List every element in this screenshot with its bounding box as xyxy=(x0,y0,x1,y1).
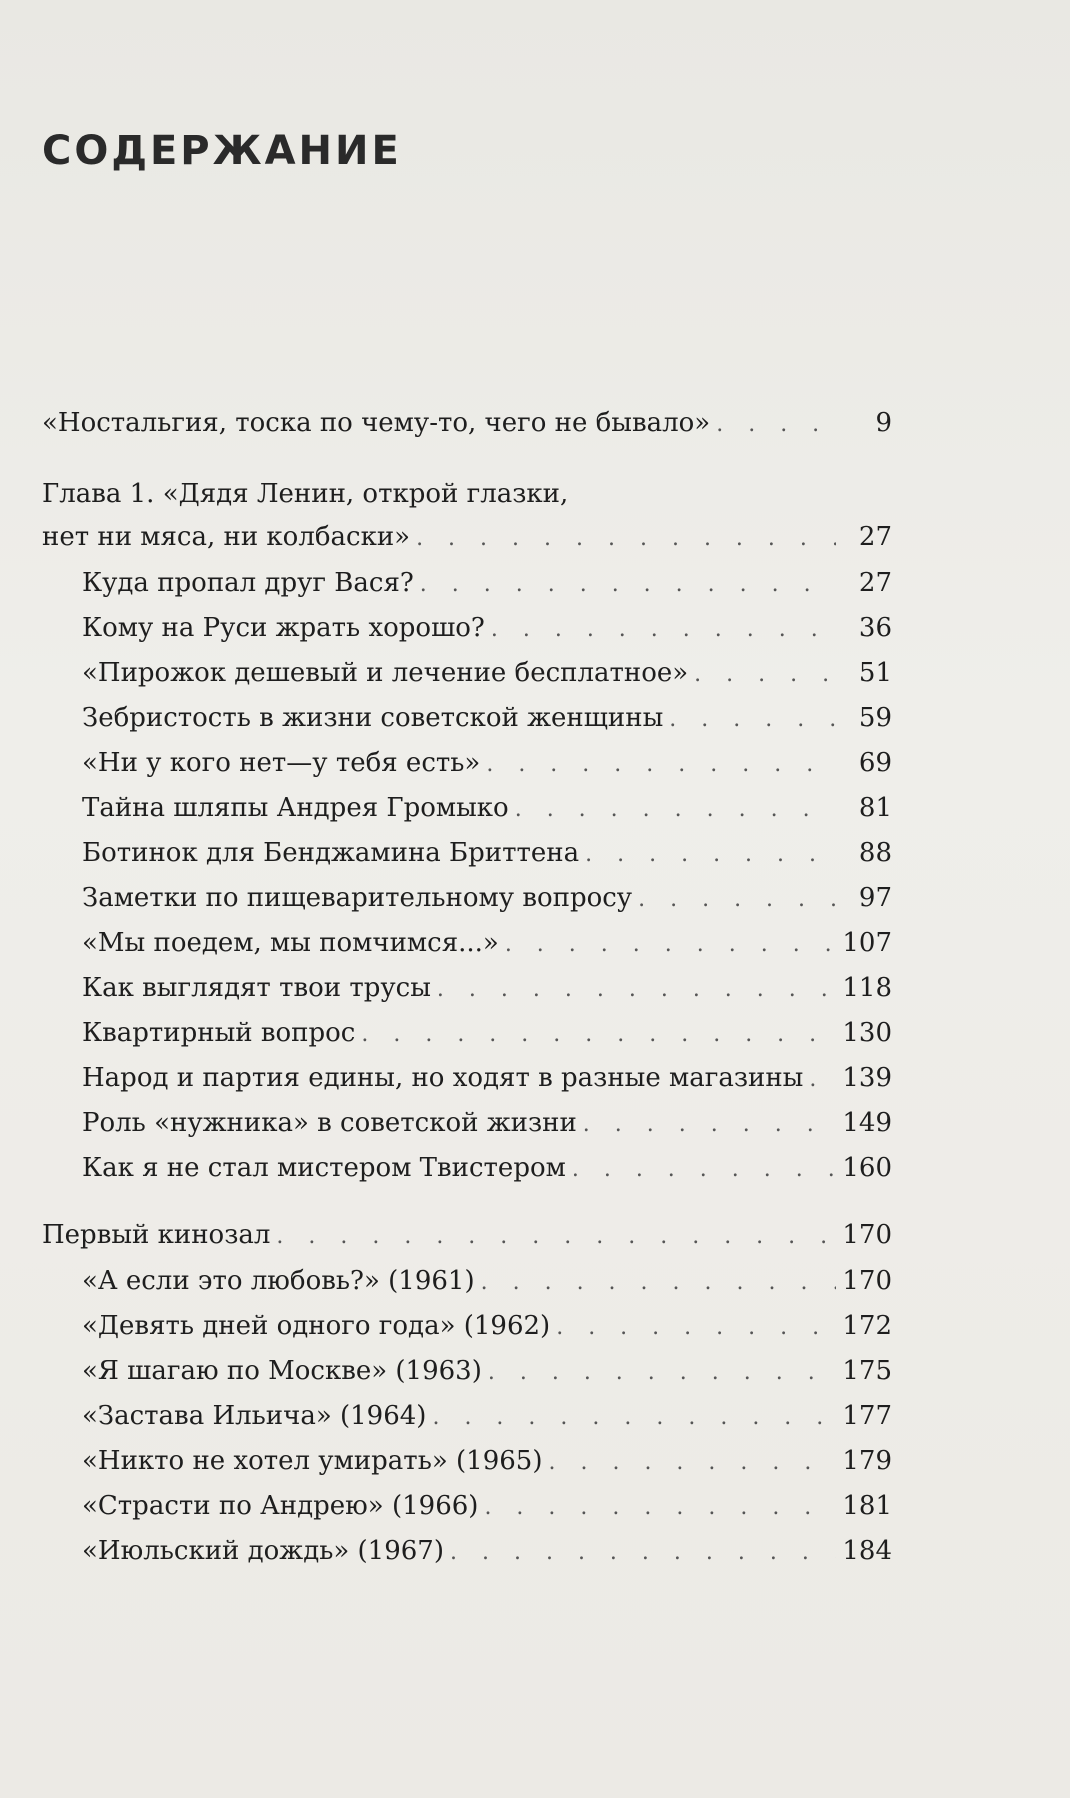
toc-entry xyxy=(42,1350,892,1395)
dot-leader xyxy=(809,1059,836,1101)
toc-entry-title: Зебристость в жизни советской женщины xyxy=(82,703,664,733)
dot-leader xyxy=(583,1104,836,1146)
dot-leader xyxy=(572,1149,836,1191)
toc-entry-title: Роль «нужника» в советской жизни xyxy=(82,1108,577,1138)
toc-page-number: 97 xyxy=(858,883,892,913)
dot-leader xyxy=(548,1442,836,1484)
toc-entry xyxy=(42,1057,892,1102)
toc-page-number: 177 xyxy=(842,1401,892,1431)
toc-entry-title: «Девять дней одного года» (1962) xyxy=(82,1311,551,1341)
toc-page-number: 59 xyxy=(858,703,892,733)
dot-leader xyxy=(491,609,836,651)
dot-leader xyxy=(716,404,836,446)
toc-page-number: 170 xyxy=(842,1220,892,1250)
toc-entry xyxy=(42,877,892,922)
dot-leader xyxy=(276,1216,836,1258)
toc-entry-title: «Июльский дождь» (1967) xyxy=(82,1536,444,1566)
toc-entry-title: Как выглядят твои трусы xyxy=(82,973,431,1003)
toc-entry xyxy=(42,1147,892,1192)
toc-entry xyxy=(42,1260,892,1305)
dot-leader xyxy=(488,1352,836,1394)
toc-page-number: 170 xyxy=(842,1266,892,1296)
dot-leader xyxy=(432,1397,836,1439)
toc-entry-title: Заметки по пищеварительному вопросу xyxy=(82,883,633,913)
dot-leader xyxy=(437,969,836,1011)
toc-page-number: 51 xyxy=(858,658,892,688)
dot-leader xyxy=(481,1262,836,1304)
toc-entry-nostalgia xyxy=(42,402,892,448)
toc-entry-title: Куда пропал друг Вася? xyxy=(82,568,414,598)
toc-page-number: 139 xyxy=(842,1063,892,1093)
toc-entry xyxy=(42,787,892,832)
toc-page-number: 184 xyxy=(842,1536,892,1566)
table-of-contents xyxy=(42,402,892,1575)
toc-entry xyxy=(42,1102,892,1147)
toc-entry-title: Кому на Руси жрать хорошо? xyxy=(82,613,485,643)
toc-entry-title: «Ностальгия, тоска по чему-то, чего не бывало» xyxy=(42,408,711,438)
dot-leader xyxy=(515,789,836,831)
toc-page-number: 36 xyxy=(858,613,892,643)
dot-leader xyxy=(505,924,836,966)
toc-page-number: 160 xyxy=(842,1153,892,1183)
toc-page-number: 172 xyxy=(842,1311,892,1341)
toc-entry xyxy=(42,967,892,1012)
toc-page-number: 181 xyxy=(842,1491,892,1521)
dot-leader xyxy=(420,564,836,606)
toc-page-number: 175 xyxy=(842,1356,892,1386)
toc-page-number: 27 xyxy=(858,522,892,552)
toc-entry-chapter-1 xyxy=(42,472,892,562)
toc-entry-title: Тайна шляпы Андрея Громыко xyxy=(82,793,509,823)
toc-entry xyxy=(42,607,892,652)
toc-entry-title: «А если это любовь?» (1961) xyxy=(82,1266,475,1296)
toc-page-number: 27 xyxy=(858,568,892,598)
dot-leader xyxy=(484,1487,836,1529)
dot-leader xyxy=(556,1307,836,1349)
dot-leader xyxy=(416,518,836,560)
toc-page-number: 9 xyxy=(875,408,892,438)
toc-entry xyxy=(42,562,892,607)
toc-entry-title: «Ни у кого нет—у тебя есть» xyxy=(82,748,481,778)
dot-leader xyxy=(585,834,836,876)
toc-entry xyxy=(42,832,892,877)
toc-page-number: 69 xyxy=(858,748,892,778)
toc-entry xyxy=(42,1485,892,1530)
toc-page-number: 118 xyxy=(842,973,892,1003)
toc-entry xyxy=(42,1440,892,1485)
toc-entry xyxy=(42,742,892,787)
toc-entry-title: «Мы поедем, мы помчимся...» xyxy=(82,928,499,958)
dot-leader xyxy=(486,744,836,786)
dot-leader xyxy=(694,654,836,696)
toc-entry xyxy=(42,697,892,742)
toc-entry xyxy=(42,922,892,967)
toc-entry-title: «Застава Ильича» (1964) xyxy=(82,1401,427,1431)
dot-leader xyxy=(638,879,836,921)
toc-page-number: 179 xyxy=(842,1446,892,1476)
dot-leader xyxy=(669,699,836,741)
page-title: СОДЕРЖАНИЕ xyxy=(42,128,402,174)
toc-page-number: 130 xyxy=(842,1018,892,1048)
toc-entry xyxy=(42,652,892,697)
toc-entry-title: Первый кинозал xyxy=(42,1220,271,1250)
toc-page-number: 107 xyxy=(842,928,892,958)
toc-entry xyxy=(42,1530,892,1575)
toc-page-number: 88 xyxy=(858,838,892,868)
toc-entry xyxy=(42,1012,892,1057)
toc-entry-first-cinema-hall xyxy=(42,1214,892,1260)
toc-page-number: 149 xyxy=(842,1108,892,1138)
toc-entry-title: «Страсти по Андрею» (1966) xyxy=(82,1491,479,1521)
toc-entry-title: «Никто не хотел умирать» (1965) xyxy=(82,1446,543,1476)
toc-page-number: 81 xyxy=(858,793,892,823)
toc-entry-title: Народ и партия едины, но ходят в разные магазины xyxy=(82,1063,804,1093)
toc-entry-title: Как я не стал мистером Твистером xyxy=(82,1153,566,1183)
toc-entry-title-line1: Глава 1. «Дядя Ленин, открой глазки, xyxy=(42,479,569,509)
toc-entry-title-line2: нет ни мяса, ни колбаски» xyxy=(42,522,411,552)
toc-entry-title: «Пирожок дешевый и лечение бесплатное» xyxy=(82,658,689,688)
toc-entry-title: «Я шагаю по Москве» (1963) xyxy=(82,1356,482,1386)
toc-entry xyxy=(42,1305,892,1350)
dot-leader xyxy=(450,1532,836,1574)
toc-entry xyxy=(42,1395,892,1440)
toc-entry-title: Квартирный вопрос xyxy=(82,1018,356,1048)
toc-entry-title: Ботинок для Бенджамина Бриттена xyxy=(82,838,580,868)
dot-leader xyxy=(361,1014,836,1056)
